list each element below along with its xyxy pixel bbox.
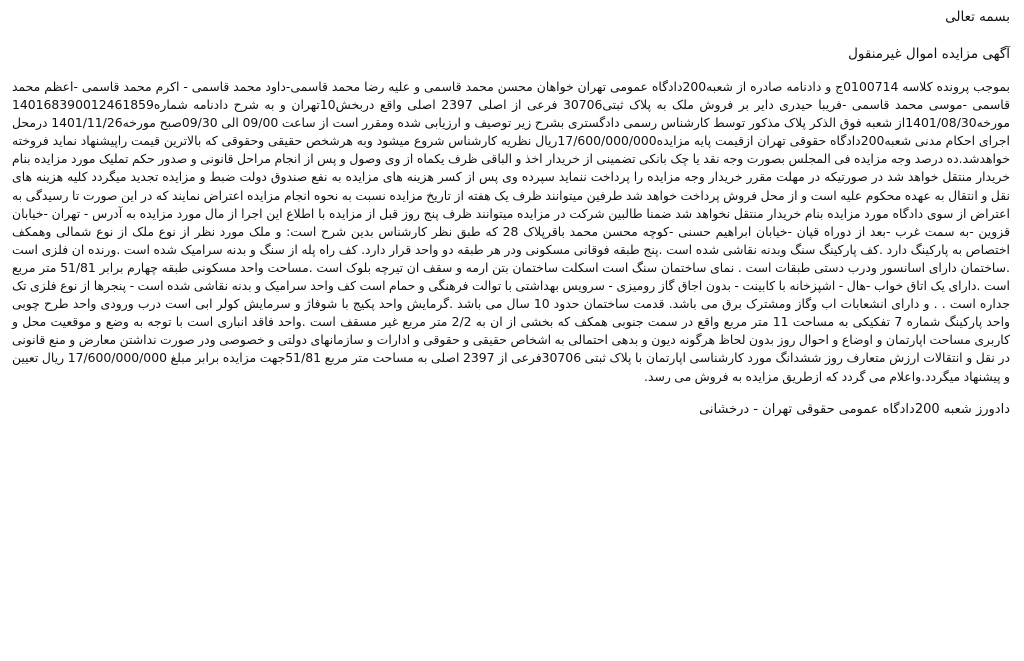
notice-body: بموجب پرونده کلاسه 0100714ج و دادنامه صادره از شعبه200دادگاه عمومی تهران خواهان محسن محمد قاسمی و علیه رضا محمد قاسمی-داود محمد قاسمی - اکرم محمد قاسمی -اعظم محمد قاسمی -موسی محمد قاسمی -فریبا حیدری دایر بر فروش ملک به پلاک ثبتی30706 فرعی از اصلی 2397 اصلی واقع دربخش10تهران و به شرح دادنامه شماره140168390012461859 مورخه1401/08/30از شعبه فوق الذکر پلاک مذکور توسط کارشناس رسمی دادگستری بشرح زیر توصیف و ارزیابی شده ومقرر است از ساعت 09/00 الی 09/30صبح مورخه1401/11/26 درمحل اجرای احکام مدنی شعبه200دادگاه حقوقی تهران ازقیمت پایه مزایده17/600/000/000ریال نظریه کارشناس شروع میشود وبه هرشخص حقیقی وحقوقی که بالاترین قیمت راپیشنهاد نماید فروخته خواهدشد.ده درصد وجه مزایده فی المجلس بصورت وجه نقد یا چک بانکی تضمینی از خریدار اخذ و الباقی ظرف یکماه از وی وصول و پس از انجام مراحل قانونی و صدور حکم تملیک مورد مزایده بنام خریدار منتقل خواهد شد در صورتیکه در مهلت مقرر خریدار وجه مزایده را پرداخت ننماید سپرده وی پس از کسر هزینه های مزایده به نفع صندوق دولت ضبط و مزایده تجدید میگردد کلیه هزینه های نقل و انتقال به عهده محکوم علیه است و از محل فروش پرداخت خواهد شد طرفین میتوانند ظرف یک هفته از تاریخ مزایده نسبت به نحوه انجام مزایده اعتراض نمایند که در این صورت تا رسیدگی به اعتراض از سوی دادگاه مورد مزایده بنام خریدار منتقل نخواهد شد ضمنا طالبین شرکت در مزایده میتوانند ظرف پنج روز قبل از مزایده با اطلاع این اجرا از مال مورد مزایده به آدرس - تهران -خیابان قزوین -به سمت غرب -بعد از دوراه قپان -خیابان ابراهیم حسنی -کوچه محسن محمد باقرپلاک 28 که طبق نظر کارشناس بدین شرح است: و ملک مورد نظر از نوع ملک از نوع شمالی وهمکف اختصاص به پارکینگ دارد .کف پارکینگ سنگ وبدنه نقاشی شده است .پنج طبقه فوقانی مسکونی ودر هر طبقه دو واحد قرار دارد. کف راه پله از سنگ و بدنه سرامیک شده است .ورنده ان فلزی است .ساختمان دارای اسانسور ودرب دستی طبقات است . نمای ساختمان سنگ است اسکلت ساختمان بتن ارمه و سقف ان تیرچه بلوک است .مساحت واحد مسکونی طبقه چهارم برابر 51/81 متر مربع است .دارای یک اتاق خواب -هال - اشپزخانه با کابینت - بدون اجاق گاز رومیزی - سرویس بهداشتی با توالت فرهنگی و حمام است کف واحد سرامیک و بدنه نقاشی شده است - پنجرها از نوع فلزی تک جداره است . . و دارای انشعابات اب وگاز ومشترک برق می باشد. قدمت ساختمان حدود 10 سال می باشد .گرمایش واحد پکیج با شوفاژ و سرمایش کولر ابی است درب ورودی واحد طرح چوبی واحد پارکینگ شماره 7 تفکیکی به مساحت 11 متر مربع واقع در سمت جنوبی همکف که بخشی از ان به 2/2 متر مربع غیر مسقف است .واحد فاقد انباری است با توجه به وضع و موقعیت محل و کاربری مساحت اپارتمان و اوضاع و احوال روز بدون لحاظ هرگونه دیون و بدهی احتمالی به اشخاص حقیقی و حقوقی و ادارات و سازمانهای دولتی و خصوصی ودر صورت نداشتن معارض و منع قانونی در نقل و انتقالات ارزش متعارف روز ششدانگ مورد کارشناسی اپارتمان با پلاک ثبتی 30706فرعی از 2397 اصلی به مساحت متر مربع 51/81جهت مزایده برابر مبلغ 17/600/000/000 ریال تعیین و پیشنهاد میگردد.واعلام می گردد که ازطریق مزایده به فروش می رسد.: [12, 79, 1010, 384]
basmala-heading: بسمه تعالی: [945, 9, 1010, 25]
notice-signature: دادورز شعبه 200دادگاه عمومی حقوقی تهران - درخشانی: [699, 401, 1010, 417]
notice-title: آگهی مزایده اموال غیرمنقول: [848, 46, 1010, 62]
